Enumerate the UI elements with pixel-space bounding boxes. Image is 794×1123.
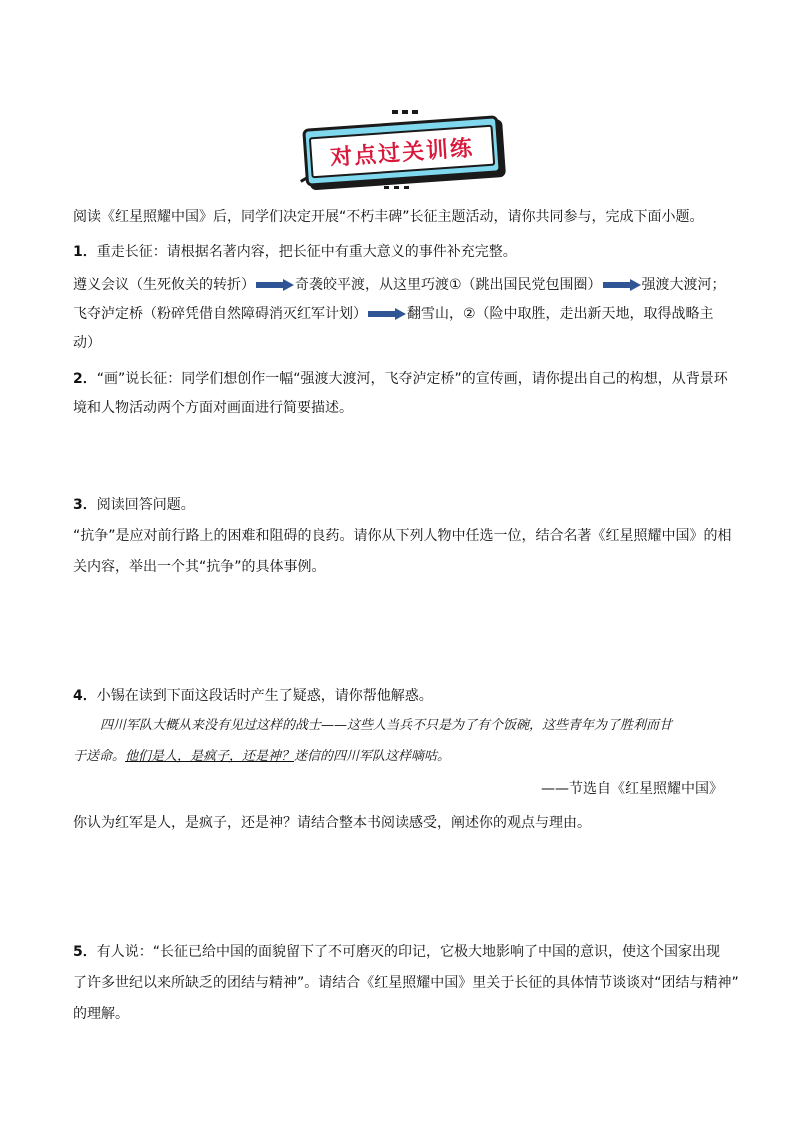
quote-line-2 bbox=[73, 748, 450, 766]
quote-line-2-start: 于送命。 bbox=[73, 749, 126, 764]
question-2-line-2: 境和人物活动两个方面对画面进行简要描述。 bbox=[73, 400, 353, 416]
question-4-title bbox=[73, 687, 433, 705]
question-3-number: 3． bbox=[73, 497, 97, 513]
event-dadu-river: 强渡大渡河； bbox=[641, 277, 726, 293]
question-2-number: 2． bbox=[73, 371, 97, 387]
question-5-number: 5． bbox=[73, 944, 97, 960]
question-1-line-3: 动） bbox=[73, 335, 101, 351]
quote-line-2-end: 迷信的四川军队这样嘀咕。 bbox=[294, 749, 451, 764]
question-5-text: 有人说：“长征已给中国的面貌留下了不可磨灭的印记，它极大地影响了中国的意识，使这个国家出现 bbox=[96, 944, 721, 960]
question-1-line-1 bbox=[73, 276, 726, 294]
banner-title: 对点过关训练 bbox=[309, 124, 495, 178]
question-3-title bbox=[73, 496, 195, 514]
quote-line-1: 四川军队大概从来没有见过这样的战士——这些人当兵不只是为了有个饭碗，这些青年为了胜利而甘 bbox=[100, 718, 673, 733]
event-luding-bridge: 飞夺泸定桥（粉碎凭借自然障碍消灭红军计划） bbox=[73, 306, 367, 322]
question-3-text: 阅读回答问题。 bbox=[96, 497, 195, 513]
question-3-line-2: 关内容，举出一个其“抗争”的具体事例。 bbox=[73, 559, 326, 575]
question-1-text: 重走长征：请根据名著内容，把长征中有重大意义的事件补充完整。 bbox=[96, 244, 517, 260]
question-4-number: 4． bbox=[73, 688, 97, 704]
question-5-line-2: 了许多世纪以来所缺乏的团结与精神”。请结合《红星照耀中国》里关于长征的具体情节谈谈对“团结与精神” bbox=[73, 975, 739, 991]
event-zunyi: 遵义会议（生死攸关的转折） bbox=[73, 277, 255, 293]
question-1-title bbox=[73, 243, 517, 261]
question-3-line-1: “抗争”是应对前行路上的困难和阻碍的良药。请你从下列人物中任选一位，结合名著《红星照耀中国》的相 bbox=[73, 528, 732, 544]
event-jiaopingdu: 奇袭皎平渡，从这里巧渡①（跳出国民党包围圈） bbox=[295, 277, 602, 293]
right-arrow-icon bbox=[368, 308, 406, 320]
question-2-text: “画”说长征：同学们想创作一幅“强渡大渡河，飞夺泸定桥”的宣传画，请你提出自己的构想，从背景环 bbox=[96, 371, 728, 387]
question-5-line-3: 的理解。 bbox=[73, 1006, 129, 1022]
quote-source: ——节选自《红星照耀中国》 bbox=[541, 781, 723, 797]
question-2-line-1 bbox=[73, 370, 728, 388]
right-arrow-icon bbox=[256, 279, 294, 291]
question-1-number: 1． bbox=[73, 244, 97, 260]
question-4-text: 小锡在读到下面这段话时产生了疑惑，请你帮他解惑。 bbox=[96, 688, 433, 704]
intro-text: 阅读《红星照耀中国》后，同学们决定开展“不朽丰碑”长征主题活动，请你共同参与，完成下面小题。 bbox=[73, 209, 704, 225]
question-5-line-1 bbox=[73, 943, 720, 961]
question-1-line-2 bbox=[73, 305, 714, 323]
question-4-question: 你认为红军是人，是疯子，还是神？请结合整本书阅读感受，阐述你的观点与理由。 bbox=[73, 815, 591, 831]
quote-underlined-question: 他们是人，是疯子，还是神？ bbox=[125, 749, 295, 764]
event-snow-mountain: 翻雪山，②（险中取胜，走出新天地，取得战略主 bbox=[407, 306, 714, 322]
right-arrow-icon bbox=[603, 279, 641, 291]
section-banner bbox=[296, 108, 506, 192]
